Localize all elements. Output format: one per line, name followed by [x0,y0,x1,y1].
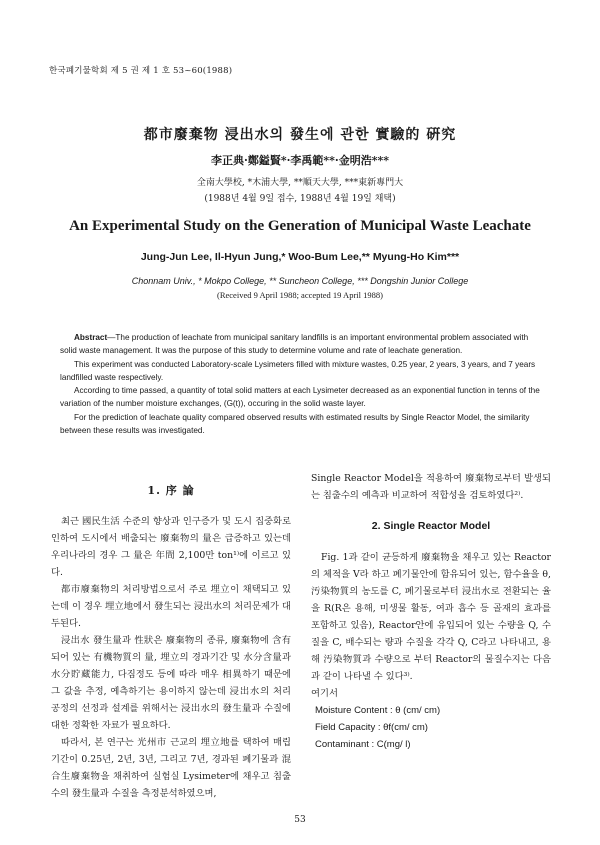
abstract-label: Abstract [74,333,108,342]
body-paragraph: 최근 國民生活 수준의 향상과 인구증가 및 도시 집중화로 인하여 도시에서 배출되는 廢棄物의 量은 급증하고 있는데 우리나라의 경우 그 量은 年間 2,100만 ton¹⁾에 이르고 있다. [51,516,291,578]
definition-contaminant: Contaminant : C(mg/ l) [315,739,411,750]
whereby-label: 여기서 [311,688,338,699]
abstract-text: —The production of leachate from municipal sanitary landfills is an important environmental problem associated with solid waste management. It was the purpose of this study to determine volume and rate of leachate generation. [60,333,529,356]
received-korean: (1988년 4월 9일 접수, 1988년 4월 19일 채택) [204,194,396,204]
body-paragraph: 따라서, 본 연구는 光州市 근교의 埋立地를 택하여 매립기간이 0.25년, 2년, 3년, 그리고 7년, 경과된 폐기물과 混合生廢棄物을 채취하여 실험실 Lysimeter에 채우고 침출수의 發生量과 수질을 측정분석하였으며, [51,737,291,799]
definition-moisture-content: Moisture Content : θ (cm/ cm) [315,705,441,716]
authors-english: Jung-Jun Lee, Il-Hyun Jung,* Woo-Bum Lee,** Myung-Ho Kim*** [140,251,460,263]
body-paragraph: 都市廢棄物의 처리방법으로서 주로 埋立이 채택되고 있는데 이 경우 埋立地에서 發生되는 浸出水의 처리문제가 대두된다. [51,584,291,629]
affiliation-korean: 全南大學校, *木浦大學, **順天大學, ***東新專門大 [196,178,404,188]
received-english: (Received 9 April 1988; accepted 19 April 1988) [217,290,383,300]
affiliation-english: Chonnam Univ., * Mokpo College, ** Suncheon College, *** Dongshin Junior College [131,276,469,286]
abstract-paragraph: According to time passed, a quantity of total solid matters at each Lysimeter decreased as an exponential function in tenns of the variation of the number moisture exchanges, (G(t)), occuring in the solid waste layer. [60,386,540,409]
title-korean: 都市廢棄物 浸出水의 發生에 관한 實驗的 硏究 [143,127,457,143]
left-column [51,476,291,802]
abstract [60,331,542,437]
body-paragraph: 浸出水 發生量과 性狀은 廢棄物의 종류, 廢棄物에 含有되어 있는 有機物質의 量, 埋立의 경과기간 및 水分含量과 水分貯藏能力, 다짐정도 등에 따라 매우 相異하기 때문에 그 값을 추정, 예측하기는 용이하지 않는데 浸出水의 처리공정의 선정과 설계를 위해서는 浸出水의 發生量과 수질에 대한 정확한 자료가 필요하다. [51,635,291,731]
definition-field-capacity: Field Capacity : θf(cm/ cm) [315,722,428,733]
abstract-paragraph [60,331,542,358]
right-column [311,470,551,753]
title-english: An Experimental Study on the Generation of Municipal Waste Leachate [69,218,531,234]
section-heading-introduction: 1. 序 論 [147,484,195,497]
journal-header: 한국폐기물학회 제 5 권 제 1 호 53~60(1988) [49,66,233,76]
section-heading-single-reactor-model: 2. Single Reactor Model [371,520,491,532]
abstract-paragraph: For the prediction of leachate quality compared observed results with estimated results by Single Reactor Model, the similarity between these results was investigated. [60,412,530,436]
page-number: 53 [294,815,306,825]
body-paragraph: Fig. 1과 같이 균등하게 廢棄物을 채우고 있는 Reactor의 체적을 V라 하고 폐기물안에 함유되어 있는, 함수율을 θ, 汚染物質의 농도를 C, 폐기물로부터 浸出水로 전환되는 율을 R(R은 용해, 미생물 활동, 여과 흡수 등 골재의 효과를 포함하고 있음), Reactor안에 유입되어 있는 수량을 Q, 수질을 C, 배수되는 량과 수질을 각각 Q, C라고 나타내고, 용해 汚染物質과 수량으로 부터 Reactor의 물질수지는 다음과 같이 나타낼 수 있다³⁾. [311,552,551,682]
authors-korean: 李正典·鄭鎰賢*·李禹範**·金明浩*** [210,154,389,167]
body-paragraph: Single Reactor Model을 적용하여 廢棄物로부터 발생되는 침출수의 예측과 비교하여 적합성을 검토하였다²⁾. [311,473,551,501]
abstract-paragraph: This experiment was conducted Laboratory-scale Lysimeters filled with mixture wastes, 0.25 year, 2 years, 3 years, and 7 years landfilled waste respectively. [60,359,536,382]
